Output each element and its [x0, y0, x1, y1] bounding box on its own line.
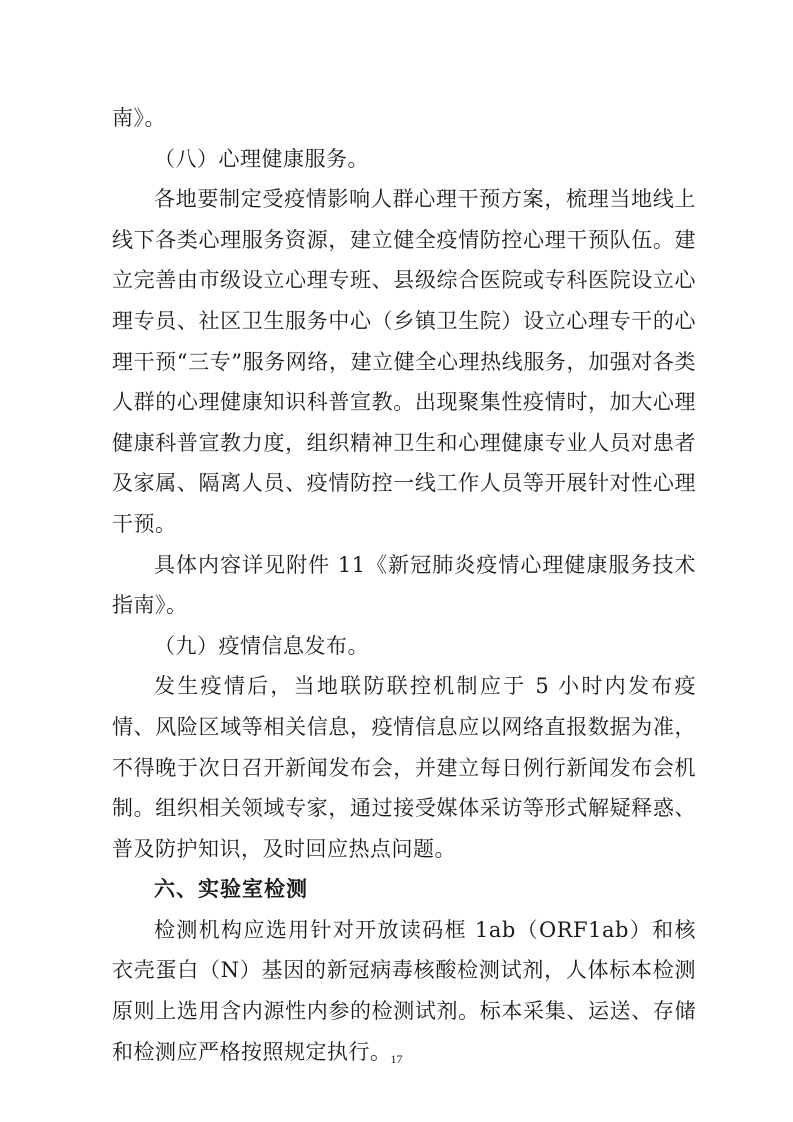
document-body [112, 98, 696, 1072]
section-heading-mental-health: （八）心理健康服务。 [154, 146, 369, 171]
section-heading-info-release: （九）疫情信息发布。 [154, 633, 369, 658]
paragraph-attachment-11: 具体内容详见附件 11《新冠肺炎疫情心理健康服务技术指南》。 [112, 552, 696, 618]
paragraph-lab-testing: 检测机构应选用针对开放读码框 1ab（ORF1ab）和核衣壳蛋白（N）基因的新冠病毒核酸检测试剂，人体标本检测原则上选用含内源性内参的检测试剂。标本采集、运送、存储和检测应严格按照规定执行。 [112, 917, 696, 1064]
paragraph-mental-health: 各地要制定受疫情影响人群心理干预方案，梳理当地线上线下各类心理服务资源，建立健全疫情防控心理干预队伍。建立完善由市级设立心理专班、县级综合医院或专科医院设立心理专员、社区卫生服务中心（乡镇卫生院）设立心理专干的心理干预“三专”服务网络，建立健全心理热线服务，加强对各类人群的心理健康知识科普宣教。出现聚集性疫情时，加大心理健康科普宣教力度，组织精神卫生和心理健康专业人员对患者及家属、隔离人员、疫情防控一线工作人员等开展针对性心理干预。 [112, 187, 696, 536]
paragraph-continuation: 南》。 [112, 106, 166, 130]
page-number: 17 [390, 1052, 403, 1066]
paragraph-info-release: 发生疫情后，当地联防联控机制应于 5 小时内发布疫情、风险区域等相关信息，疫情信息应以网络直报数据为准，不得晚于次日召开新闻发布会，并建立每日例行新闻发布会机制。组织相关领域专家，通过接受媒体采访等形式解疑释惑、普及防护知识，及时回应热点问题。 [112, 674, 696, 861]
chapter-heading-lab-testing: 六、实验室检测 [154, 877, 308, 902]
